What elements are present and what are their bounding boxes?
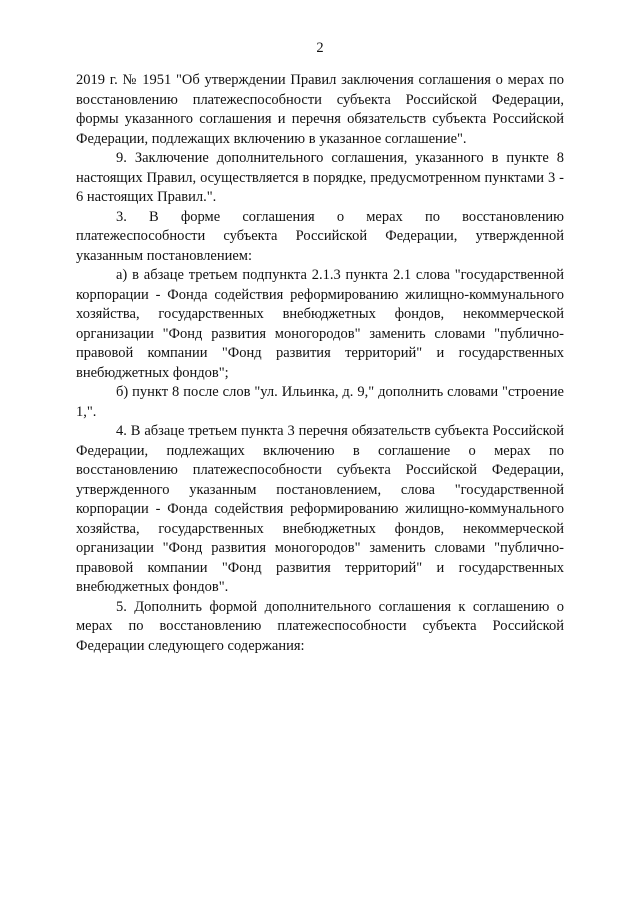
paragraph-item-4: 4. В абзаце третьем пункта 3 перечня обязательств субъекта Российской Федерации, подлежащих включению в соглашение о мерах по восстановлению платежеспособности субъекта Российской Федерации, утвержденного указанным постановлением, слова "государственной корпорации - Фонда содействия реформированию жилищно-коммунального хозяйства, государственных внебюджетных фондов, некоммерческой организации "Фонд развития моногородов" заменить словами "публично-правовой компании "Фонд развития территорий" и государственных внебюджетных фондов". — [76, 423, 564, 595]
page-number: 2 — [316, 40, 324, 56]
paragraph-item-3: 3. В форме соглашения о мерах по восстановлению платежеспособности субъекта Российской Федерации, утвержденной указанным постановлением: — [76, 208, 564, 264]
document-body — [76, 71, 564, 656]
paragraph-subitem-b: б) пункт 8 после слов "ул. Ильинка, д. 9," дополнить словами "строение 1,". — [76, 384, 564, 420]
paragraph-item-5: 5. Дополнить формой дополнительного соглашения к соглашению о мерах по восстановлению платежеспособности субъекта Российской Федерации следующего содержания: — [76, 598, 564, 654]
paragraph-item-9: 9. Заключение дополнительного соглашения, указанного в пункте 8 настоящих Правил, осуществляется в порядке, предусмотренном пунктами 3 - 6 настоящих Правил.". — [76, 150, 564, 205]
paragraph-continuation-2019-1951: 2019 г. № 1951 "Об утверждении Правил заключения соглашения о мерах по восстановлению платежеспособности субъекта Российской Федерации, формы указанного соглашения и перечня обязательств субъекта Российской Федерации, подлежащих включению в указанное соглашение". — [76, 72, 564, 147]
paragraph-subitem-a: а) в абзаце третьем подпункта 2.1.3 пункта 2.1 слова "государственной корпорации - Фонда содействия реформированию жилищно-коммунального хозяйства, государственных внебюджетных фондов, некоммерческой организации "Фонд развития моногородов" заменить словами "публично-правовой компании "Фонд развития территорий" и государственных внебюджетных фондов"; — [76, 267, 564, 381]
